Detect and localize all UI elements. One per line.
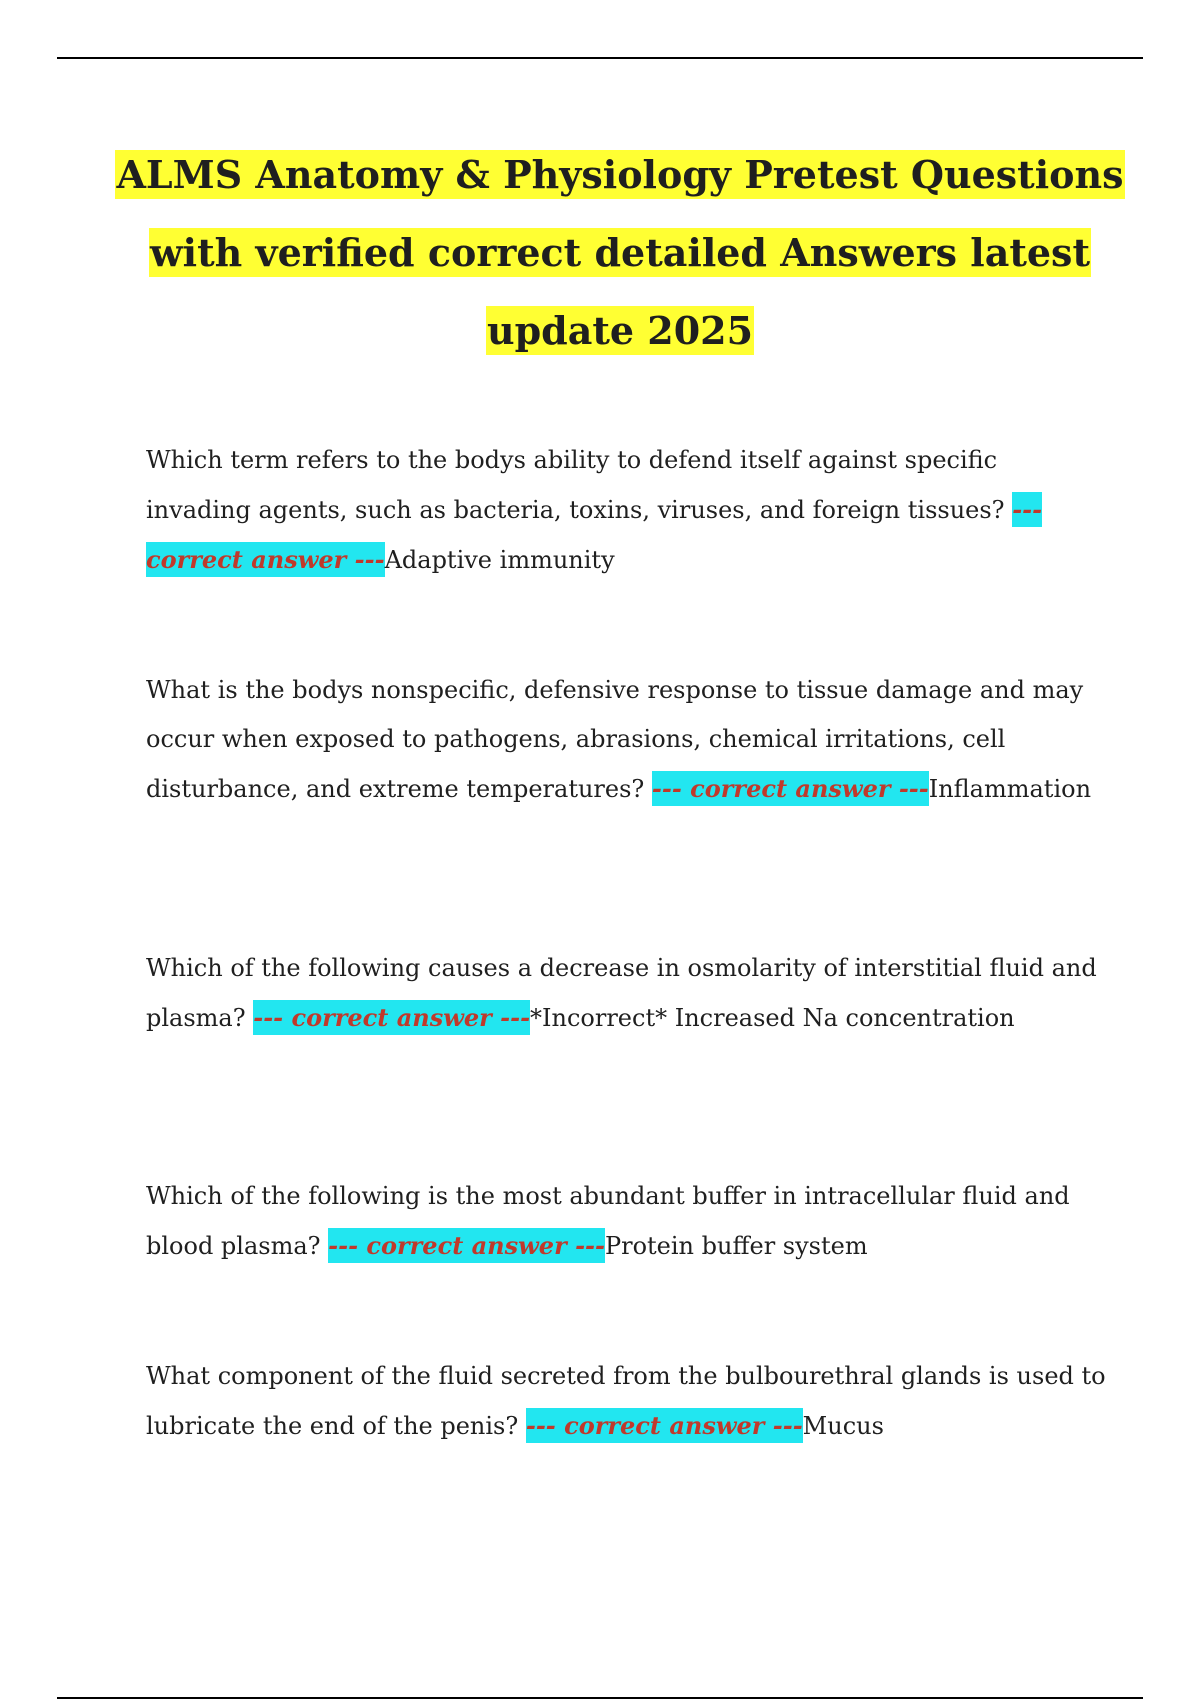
qa-item-4 [146, 1172, 1106, 1271]
qa-item-2 [146, 666, 1106, 814]
top-horizontal-rule [57, 57, 1143, 59]
correct-answer-marker: --- correct answer --- [652, 771, 929, 806]
document-title [90, 136, 1150, 370]
correct-answer-marker: --- correct answer --- [146, 492, 1042, 577]
question-text: What is the bodys nonspecific, defensive response to tissue damage and may occur when exposed to pathogens, abrasions, chemical irritations, cell disturbance, and extreme temperatures? [146, 676, 1084, 803]
bottom-horizontal-rule [57, 1697, 1143, 1699]
answer-text: Inflammation [928, 775, 1092, 803]
qa-item-3 [146, 944, 1106, 1043]
correct-answer-marker: --- correct answer --- [253, 1000, 530, 1035]
qa-item-1 [146, 436, 1106, 585]
qa-item-5 [146, 1352, 1106, 1451]
answer-text: Mucus [802, 1412, 884, 1440]
answer-text: *Incorrect* Increased Na concentration [530, 1004, 1015, 1032]
document-title-text: ALMS Anatomy & Physiology Pretest Questions with verified correct detailed Answers latest update 2025 [116, 152, 1124, 353]
question-text: What component of the fluid secreted from the bulbourethral glands is used to lubricate the end of the penis? [146, 1362, 1106, 1440]
correct-answer-marker: --- correct answer --- [526, 1408, 803, 1443]
question-text: Which of the following is the most abundant buffer in intracellular fluid and blood plasma? [146, 1182, 1070, 1260]
answer-text: Protein buffer system [604, 1232, 868, 1260]
question-text: Which of the following causes a decrease in osmolarity of interstitial fluid and plasma? [146, 954, 1097, 1032]
answer-text: Adaptive immunity [384, 546, 615, 574]
question-text: Which term refers to the bodys ability to defend itself against specific invading agents, such as bacteria, toxins, viruses, and foreign tissues? [146, 446, 1013, 524]
correct-answer-marker: --- correct answer --- [328, 1228, 605, 1263]
